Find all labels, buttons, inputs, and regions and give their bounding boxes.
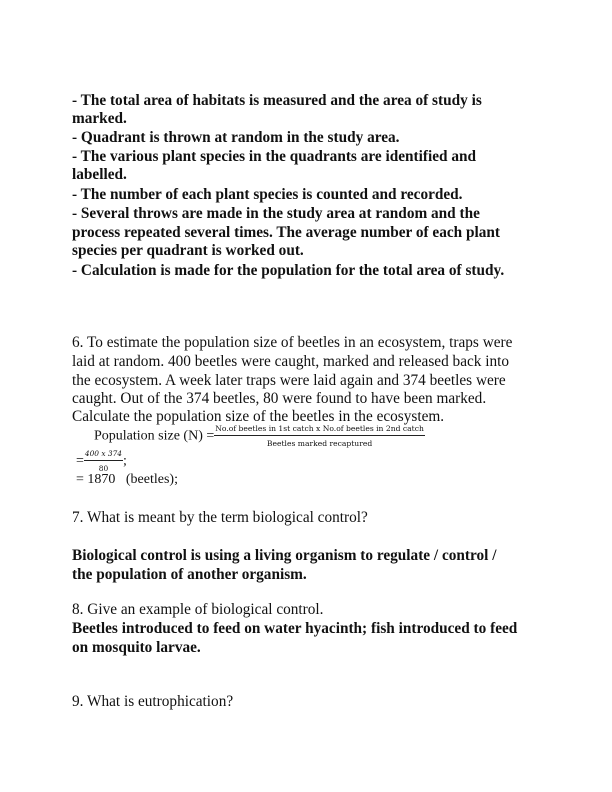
calculation-fraction xyxy=(84,449,123,474)
procedure-step-3-line-1: - The various plant species in the quadrants are identified and xyxy=(72,148,477,165)
procedure-step-1-line-2: marked. xyxy=(72,110,127,127)
formula-denominator: Beetles marked recaptured xyxy=(266,439,373,448)
question-6-line-4: caught. Out of the 374 beetles, 80 were found to have been marked. xyxy=(72,390,487,407)
answer-7-line-1: Biological control is using a living organism to regulate / control / xyxy=(72,547,497,564)
procedure-step-1-line-1: - The total area of habitats is measured and the area of study is xyxy=(72,92,482,109)
answer-8-line-1: Beetles introduced to feed on water hyacinth; fish introduced to feed xyxy=(72,620,518,637)
question-6-line-3: the ecosystem. A week later traps were laid again and 374 beetles were xyxy=(72,372,506,389)
procedure-step-5-line-3: species per quadrant is worked out. xyxy=(72,242,304,259)
calculation-numerator: 400 x 374 xyxy=(84,449,123,461)
calculation-equals: = xyxy=(76,453,84,469)
procedure-step-6: - Calculation is made for the population for the total area of study. xyxy=(72,262,505,279)
formula-label: Population size (N) = xyxy=(94,428,215,444)
calculation-denominator: 80 xyxy=(98,464,109,473)
formula-numerator: No.of beetles in 1st catch x No.of beetles in 2nd catch xyxy=(214,424,425,436)
question-6-line-5: Calculate the population size of the beetles in the ecosystem. xyxy=(72,408,445,425)
calculation-step xyxy=(76,449,127,474)
question-7: 7. What is meant by the term biological control? xyxy=(72,509,368,526)
question-9: 9. What is eutrophication? xyxy=(72,693,234,710)
procedure-step-5-line-1: - Several throws are made in the study area at random and the xyxy=(72,205,480,222)
population-formula xyxy=(94,424,425,449)
formula-fraction xyxy=(214,424,425,449)
question-8: 8. Give an example of biological control. xyxy=(72,601,324,618)
question-6-line-1: 6. To estimate the population size of beetles in an ecosystem, traps were xyxy=(72,334,513,351)
question-6-line-2: laid at random. 400 beetles were caught, marked and released back into xyxy=(72,353,510,370)
procedure-step-3-line-2: labelled. xyxy=(72,166,127,183)
procedure-step-5-line-2: process repeated several times. The average number of each plant xyxy=(72,224,500,241)
answer-8-line-2: on mosquito larvae. xyxy=(72,639,201,656)
calculation-result: = 1870 (beetles); xyxy=(76,472,178,487)
calculation-semicolon: ; xyxy=(123,453,127,469)
procedure-step-2: - Quadrant is thrown at random in the study area. xyxy=(72,129,400,146)
answer-7-line-2: the population of another organism. xyxy=(72,566,307,583)
procedure-step-4: - The number of each plant species is counted and recorded. xyxy=(72,186,463,203)
